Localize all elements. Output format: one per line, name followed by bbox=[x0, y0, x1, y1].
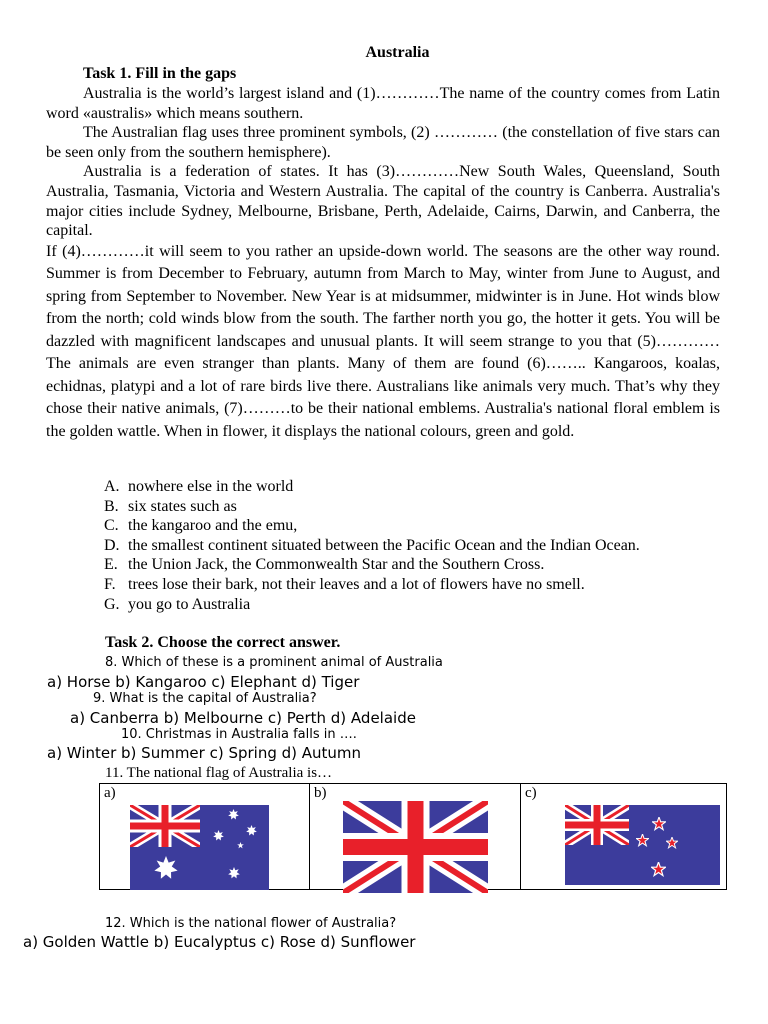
option-item bbox=[104, 497, 640, 517]
answer-choices-8: a) Horse b) Kangaroo c) Elephant d) Tiger bbox=[47, 673, 360, 691]
option-text: the Union Jack, the Commonwealth Star and the Southern Cross. bbox=[128, 556, 545, 574]
answer-choices-10: a) Winter b) Summer c) Spring d) Autumn bbox=[47, 744, 362, 762]
option-item bbox=[104, 575, 640, 595]
task1-paragraph: Australia is a federation of states. It has (3)…………New South Wales, Queensland, South Australia, Tasmania, Victoria and Western Australia. The capital of the country is Canberra. Australia's major cities include Sydney, Melbourne, Brisbane, Perth, Adelaide, Cairns, Darwin, and Canberra, the capital. bbox=[46, 163, 720, 240]
option-text: the kangaroo and the emu, bbox=[128, 517, 298, 535]
flag-option-b[interactable] bbox=[310, 784, 521, 889]
document-title: Australia bbox=[365, 44, 430, 61]
flag-option-label: c) bbox=[525, 785, 537, 801]
option-item bbox=[104, 477, 640, 497]
answer-options-list bbox=[104, 477, 640, 614]
flag-options-table bbox=[99, 783, 727, 890]
flag-option-label: a) bbox=[104, 785, 116, 801]
option-item bbox=[104, 555, 640, 575]
task2-heading: Task 2. Choose the correct answer. bbox=[105, 634, 341, 651]
task1-paragraph: If (4)…………it will seem to you rather an upside-down world. The seasons are the other way round. Summer is from December to February, autumn from March to May, winter from June to August, and spring from September to November. New Year is at midsummer, midwinter is in June. Hot winds blow from the north; cold winds blow from the south. The farther north you go, the hotter it gets. You will be dazzled with magnificent landscapes and unusual plants. It will seem strange to you that (5)…………The animals are even stranger than plants. Many of them are found (6)…….. Kangaroos, koalas, echidnas, platypi and a lot of rare birds live there. Australians like animals very much. That’s why they chose their native animals, (7)………to be their national emblems. Australia's national floral emblem is the golden wattle. When in flower, it displays the national colours, green and gold. bbox=[46, 242, 720, 440]
option-text: you go to Australia bbox=[128, 595, 251, 613]
option-text: the smallest continent situated between the Pacific Ocean and the Indian Ocean. bbox=[128, 536, 640, 554]
option-item bbox=[104, 595, 640, 615]
question-9: 9. What is the capital of Australia? bbox=[93, 691, 317, 706]
option-item bbox=[104, 516, 640, 536]
option-letter: F. bbox=[104, 575, 116, 593]
question-12: 12. Which is the national flower of Australia? bbox=[105, 916, 397, 931]
answer-choices-12: a) Golden Wattle b) Eucalyptus c) Rose d) Sunflower bbox=[23, 933, 416, 951]
flag-option-label: b) bbox=[314, 785, 327, 801]
flag-option-a[interactable] bbox=[100, 784, 310, 889]
question-10: 10. Christmas in Australia falls in …. bbox=[121, 727, 357, 742]
question-11: 11. The national flag of Australia is… bbox=[105, 765, 333, 781]
option-text: nowhere else in the world bbox=[128, 478, 294, 495]
option-letter: E. bbox=[104, 556, 118, 574]
union-jack-flag-icon bbox=[343, 801, 488, 893]
option-letter: B. bbox=[104, 497, 119, 515]
australian-flag-icon bbox=[130, 805, 269, 890]
question-8: 8. Which of these is a prominent animal of Australia bbox=[105, 655, 443, 670]
option-text: six states such as bbox=[128, 497, 237, 515]
task1-section bbox=[46, 64, 720, 443]
option-letter: D. bbox=[104, 536, 120, 554]
task1-paragraph: The Australian flag uses three prominent symbols, (2) ………… (the constellation of five stars can be seen only from the southern hemisphere). bbox=[46, 124, 720, 161]
task1-heading: Task 1. Fill in the gaps bbox=[83, 65, 237, 82]
option-letter: G. bbox=[104, 595, 120, 613]
option-item bbox=[104, 536, 640, 556]
option-text: trees lose their bark, not their leaves and a lot of flowers have no smell. bbox=[128, 575, 585, 593]
option-letter: A. bbox=[104, 478, 120, 495]
flag-option-c[interactable] bbox=[521, 784, 726, 889]
answer-choices-9: a) Canberra b) Melbourne c) Perth d) Adelaide bbox=[70, 709, 416, 727]
task1-paragraph: Australia is the world’s largest island and (1)…………The name of the country comes from Latin word «australis» which means southern. bbox=[46, 85, 720, 122]
option-letter: C. bbox=[104, 517, 119, 535]
new-zealand-flag-icon bbox=[565, 805, 720, 885]
